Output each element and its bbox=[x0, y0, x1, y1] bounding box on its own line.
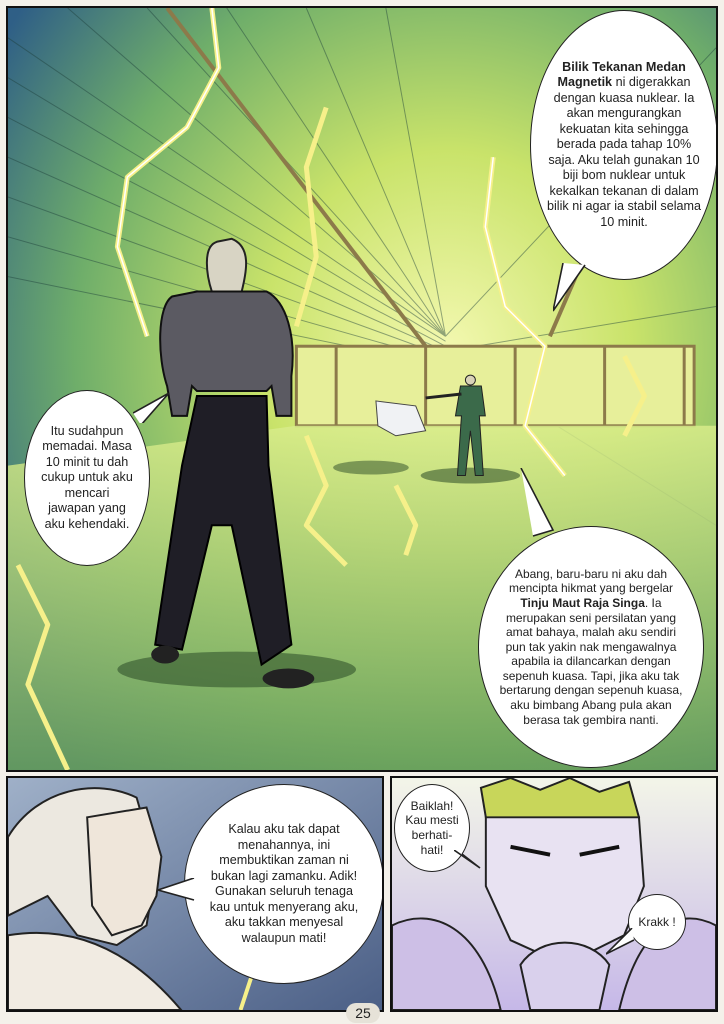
bubble-chamber-text bbox=[547, 60, 701, 231]
bubble-technique-body: Abang, baru-baru ni aku dah mencipta hikmat yang bergelar bbox=[508, 566, 674, 596]
bubble-chamber-bold: Bilik Tekanan Medan Magnetik bbox=[557, 59, 686, 90]
speech-bubble-enough bbox=[24, 390, 150, 566]
bubble-tail bbox=[513, 468, 563, 538]
bubble-tail bbox=[553, 263, 593, 313]
panel-elder-closeup bbox=[6, 776, 384, 1012]
speech-bubble-technique bbox=[478, 526, 704, 768]
clasped-hands bbox=[520, 943, 609, 1010]
panel-younger-closeup bbox=[390, 776, 718, 1012]
panel-chamber-wide bbox=[6, 6, 718, 772]
bubble-tail bbox=[133, 393, 173, 423]
floor-shadow bbox=[421, 468, 520, 484]
bubble-challenge-text: Kalau aku tak dapat menahannya, ini membuktikan zaman ni bukan lagi zamanku. Adik! Gunakan seluruh tenaga kau untuk menyerang aku, aku takkan menyesal walaupun mati! bbox=[209, 822, 359, 945]
sfx-krakk-bubble bbox=[628, 894, 686, 950]
bubble-chamber-body: ni digerakkan dengan kuasa nuklear. Ia akan mengurangkan kekuatan kita sehingga berada pada tahap 10% saja. Aku telah gunakan 10 biji bom nuklear untuk kekalkan tekanan di dalam bilik ni agar ia stabil selama 10 minit. bbox=[547, 75, 701, 229]
bubble-enough-text: Itu sudahpun memadai. Masa 10 minit tu dah cukup untuk aku mencari jawapan yang aku kehendaki. bbox=[41, 423, 133, 531]
bubble-tail bbox=[454, 850, 484, 872]
bubble-technique-text bbox=[497, 567, 685, 728]
bubble-agree-text: Baiklah! Kau mesti berhati-hati! bbox=[405, 798, 459, 857]
speech-bubble-chamber bbox=[530, 10, 718, 280]
bubble-tail bbox=[606, 928, 636, 958]
bubble-technique-bold: Tinju Maut Raja Singa bbox=[520, 595, 645, 610]
floor-shadow bbox=[333, 461, 409, 475]
bubble-tail bbox=[158, 878, 198, 908]
speech-bubble-challenge bbox=[184, 784, 384, 984]
bubble-technique-body: . Ia merupakan seni persilatan yang amat bahaya, malah aku sendiri pun tak yakin nak mengawalnya apabila ia dilancarkan dengan sepenuh kuasa. Tapi, jika aku tak bertarung dengan sepenuh kuasa, aku bimbang Abang pula akan berasa tak gembira nanti. bbox=[499, 595, 683, 727]
sfx-krakk-text: Krakk ! bbox=[638, 915, 676, 929]
page-number: 25 bbox=[346, 1003, 380, 1023]
